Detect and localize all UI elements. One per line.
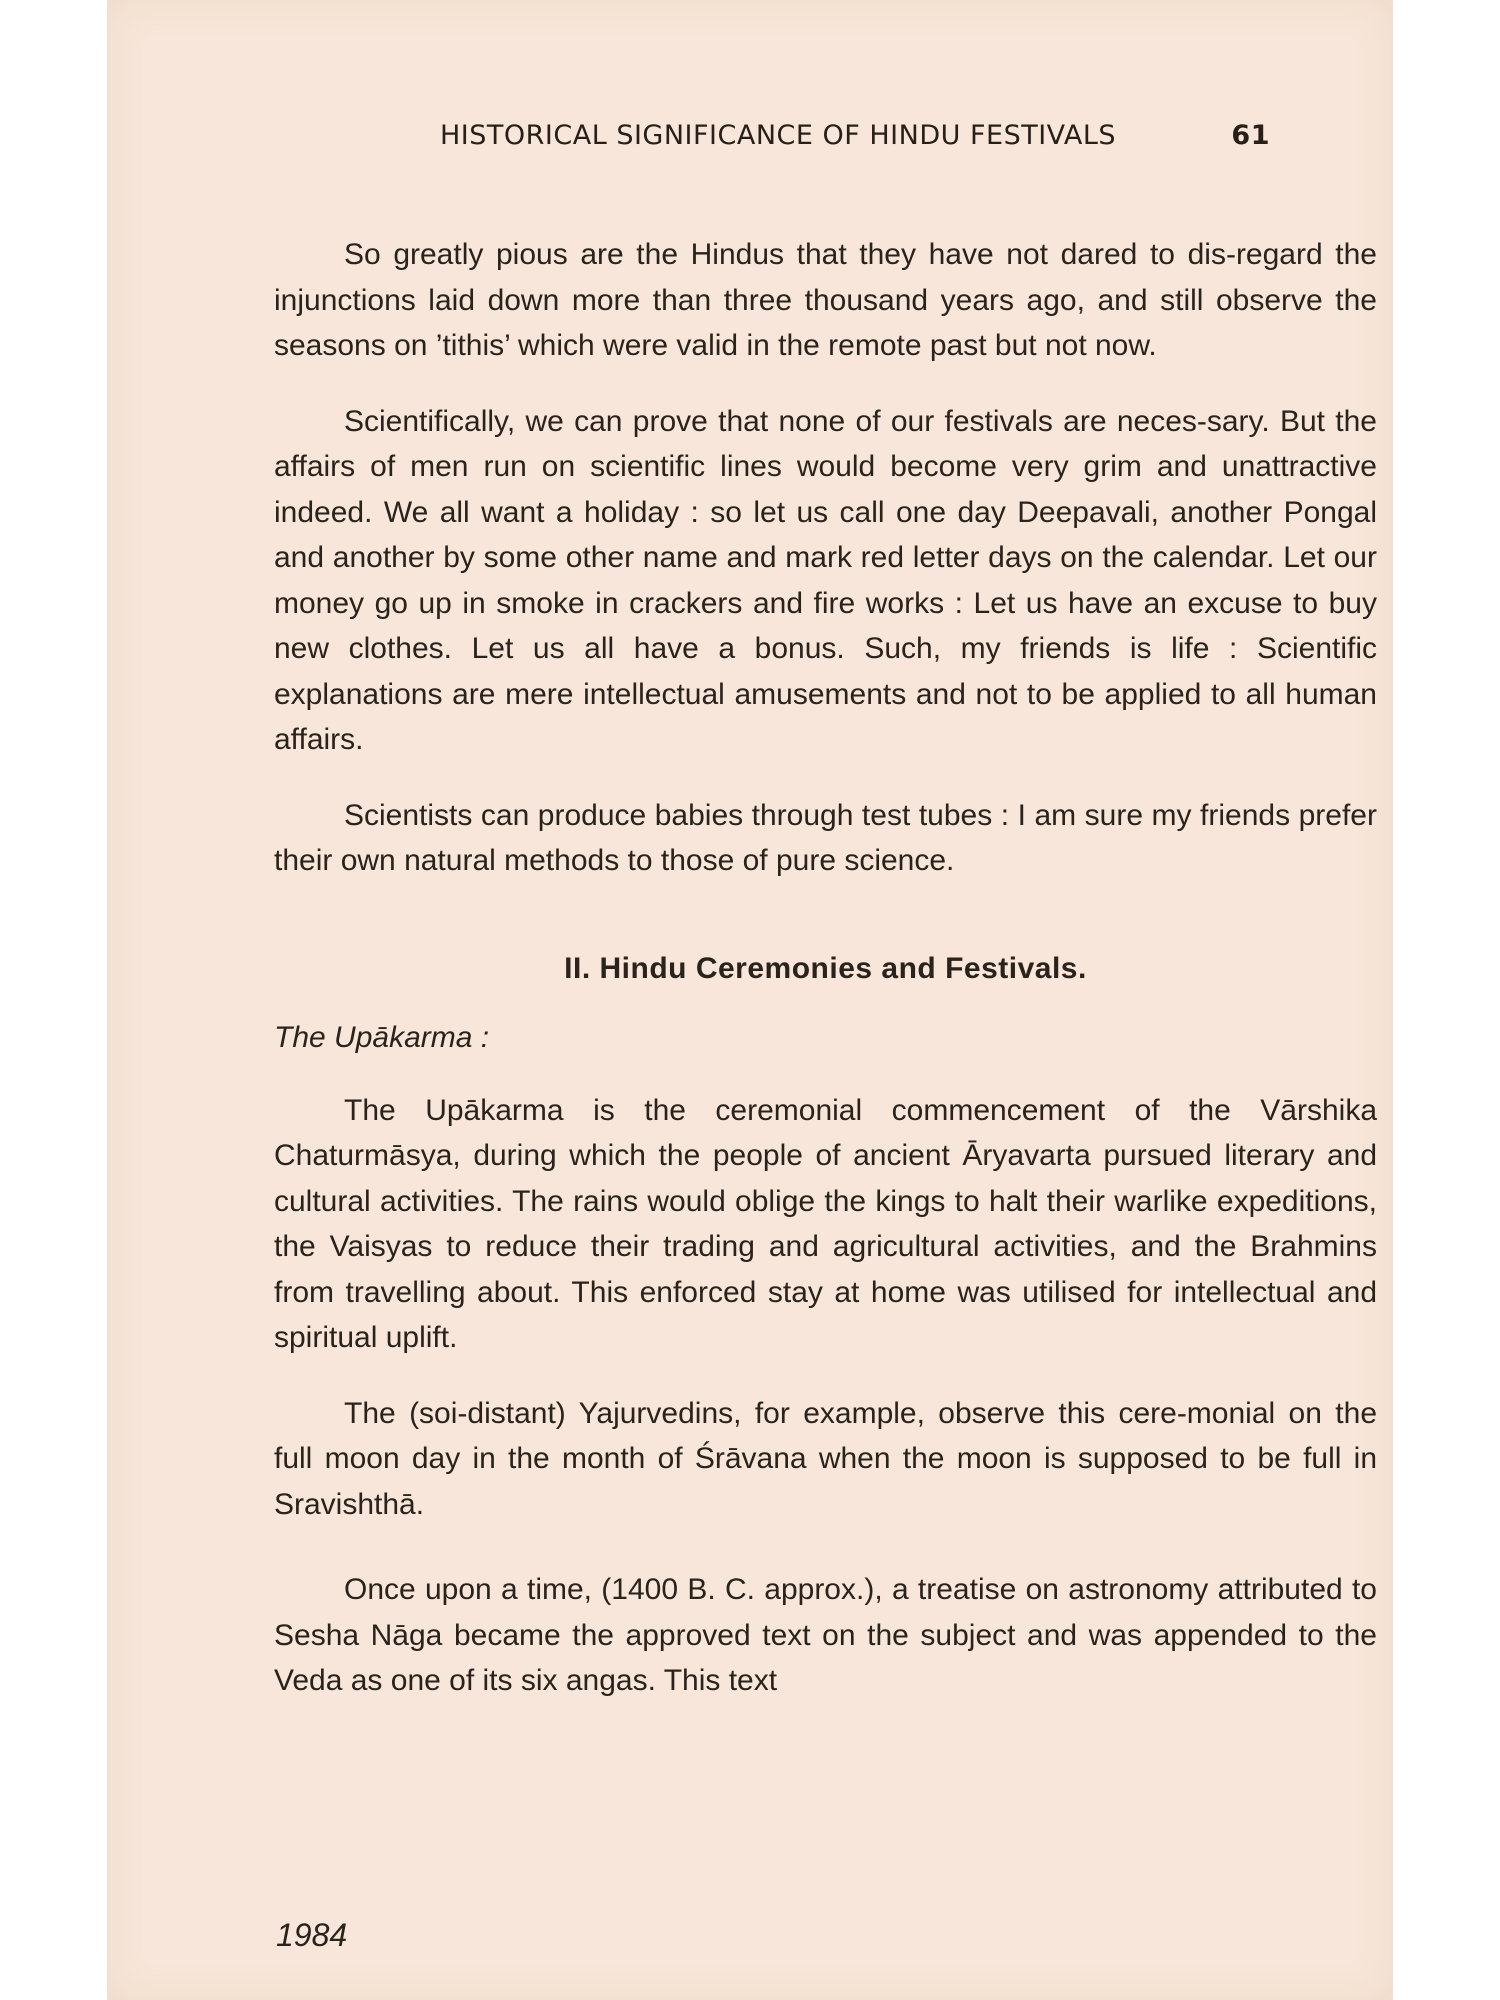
page-number: 61 [1231, 120, 1270, 151]
paragraph-5: The (soi-distant) Yajurvedins, for example, observe this cere-monial on the full moon day in the month of Śrāvana when the moon is supposed to be full in Sravishthā. [274, 1396, 1377, 1521]
paragraph-2: Scientifically, we can prove that none of our festivals are neces-sary. But the affairs of men run on scientific lines would become very grim and unattractive indeed. We all want a holiday : so let us call one day Deepavali, another Pongal and another by some other name and mark red letter days on the calendar. Let our money go up in smoke in crackers and fire works : Let us have an excuse to buy new clothes. Let us all have a bonus. Such, my friends is life : Scientific explanations are mere intellectual amusements and not to be applied to all human affairs. [274, 404, 1377, 756]
paragraph-1: So greatly pious are the Hindus that they have not dared to dis-regard the injunctions laid down more than three thousand years ago, and still observe the seasons on ’tithis’ which were valid in the remote past but not now. [274, 238, 1377, 362]
footer-year: 1984 [276, 1917, 348, 1953]
book-page [107, 0, 1393, 2000]
paragraph-3: Scientists can produce babies through test tubes : I am sure my friends prefer their own natural methods to those of pure science. [274, 798, 1377, 877]
paragraph-6: Once upon a time, (1400 B. C. approx.), a treatise on astronomy attributed to Sesha Nāga became the approved text on the subject and was appended to the Veda as one of its six angas. This text [274, 1573, 1377, 1697]
running-title: HISTORICAL SIGNIFICANCE OF HINDU FESTIVALS [440, 120, 1117, 151]
paragraph-4: The Upākarma is the ceremonial commencement of the Vārshika Chaturmāsya, during which the people of ancient Āryavarta pursued literary and cultural activities. The rains would oblige the kings to halt their warlike expeditions, the Vaisyas to reduce their trading and agricultural activities, and the Brahmins from travelling about. This enforced stay at home was utilised for intellectual and spiritual uplift. [274, 1093, 1377, 1354]
page-body [274, 232, 1377, 1704]
section-heading: II. Hindu Ceremonies and Festivals. [564, 951, 1087, 985]
section-subheading: The Upākarma : [274, 1020, 490, 1054]
